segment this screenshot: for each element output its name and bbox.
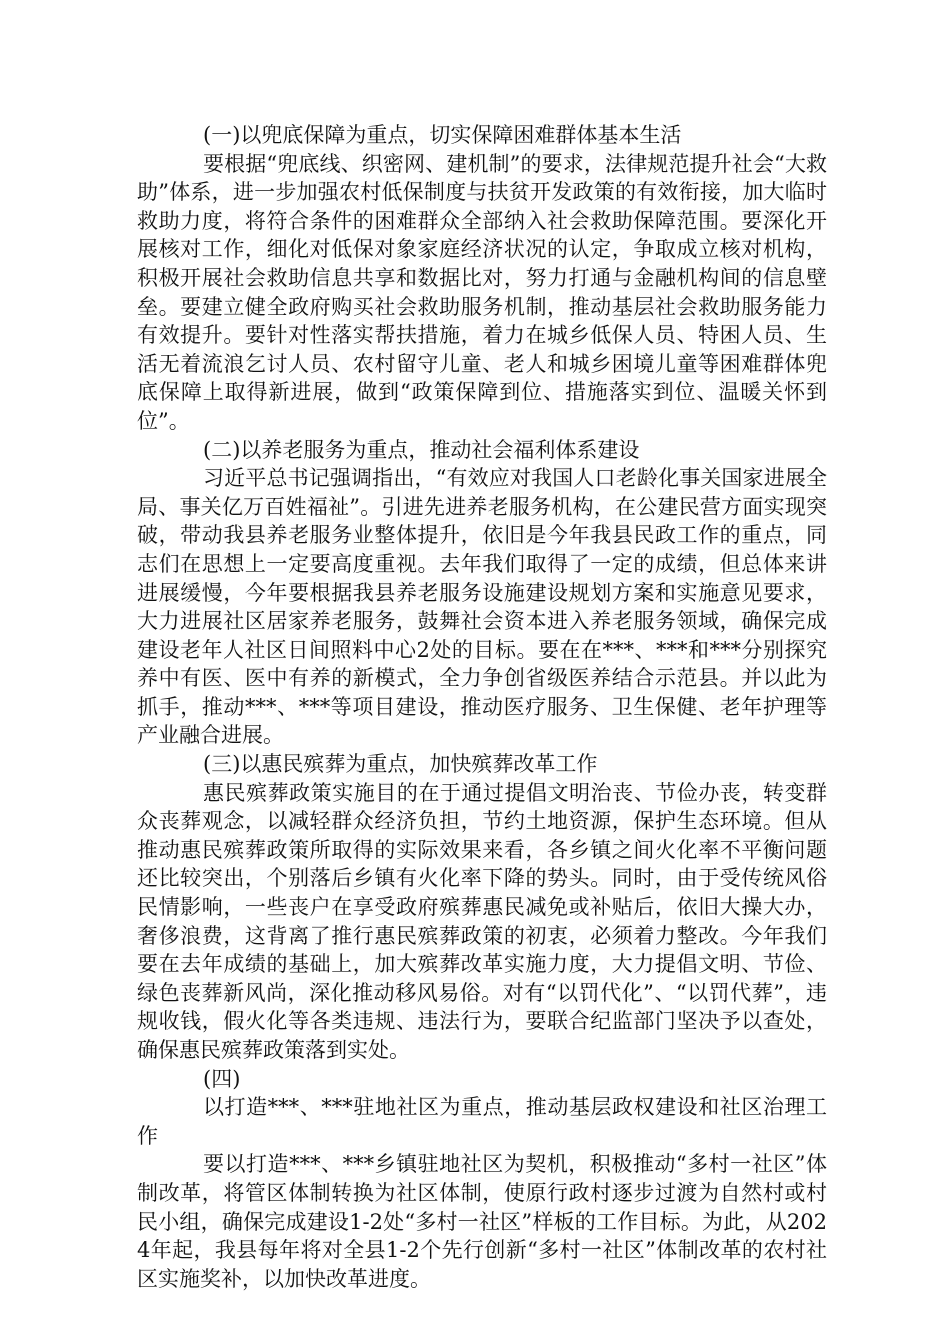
document-body <box>137 121 827 1293</box>
section-paragraph-3: 惠民殡葬政策实施目的在于通过提倡文明治丧、节俭办丧，转变群众丧葬观念，以减轻群众经济负担，节约土地资源，保护生态环境。但从推动惠民殡葬政策所取得的实际效果来看，各乡镇之间火化率不平衡问题还比较突出，个别落后乡镇有火化率下降的势头。同时，由于受传统风俗民情影响，一些丧户在享受政府殡葬惠民减免或补贴后，依旧大操大办，奢侈浪费，这背离了推行惠民殡葬政策的初衷，必须着力整改。今年我们要在去年成绩的基础上，加大殡葬改革实施力度，大力提倡文明、节俭、绿色丧葬新风尚，深化推动移风易俗。对有“以罚代化”、“以罚代葬”，违规收钱，假火化等各类违规、违法行为，要联合纪监部门坚决予以查处，确保惠民殡葬政策落到实处。 <box>137 780 827 1062</box>
section-heading-1: (一)以兜底保障为重点，切实保障困难群体基本生活 <box>203 123 682 147</box>
section-heading-4-title: 以打造***、***驻地社区为重点，推动基层政权建设和社区治理工作 <box>137 1095 827 1148</box>
section-heading-2: (二)以养老服务为重点，推动社会福利体系建设 <box>203 437 640 462</box>
section-paragraph-1: 要根据“兜底线、织密网、建机制”的要求，法律规范提升社会“大救助”体系，进一步加强农村低保制度与扶贫开发政策的有效衔接，加大临时救助力度，将符合条件的困难群众全部纳入社会救助保障范围。要深化开展核对工作，细化对低保对象家庭经济状况的认定，争取成立核对机构，积极开展社会救助信息共享和数据比对，努力打通与金融机构间的信息壁垒。要建立健全政府购买社会救助服务机制，推动基层社会救助服务能力有效提升。要针对性落实帮扶措施，着力在城乡低保人员、特困人员、生活无着流浪乞讨人员、农村留守儿童、老人和城乡困境儿童等困难群体兜底保障上取得新进展，做到“政策保障到位、措施落实到位、温暖关怀到位”。 <box>137 151 827 433</box>
section-paragraph-2: 习近平总书记强调指出，“有效应对我国人口老龄化事关国家进展全局、事关亿万百姓福祉”。引进先进养老服务机构，在公建民营方面实现突破，带动我县养老服务业整体提升，依旧是今年我县民政工作的重点，同志们在思想上一定要高度重视。去年我们取得了一定的成绩，但总体来讲进展缓慢，今年要根据我县养老服务设施建设规划方案和实施意见要求，大力进展社区居家养老服务，鼓舞社会资本进入养老服务领域，确保完成建设老年人社区日间照料中心2处的目标。要在在***、***和***分别探究养中有医、医中有养的新模式，全力争创省级医养结合示范县。并以此为抓手，推动***、***等项目建设，推动医疗服务、卫生保健、老年护理等产业融合进展。 <box>137 466 827 748</box>
section-heading-4: (四) <box>203 1066 241 1091</box>
section-paragraph-4: 要以打造***、***乡镇驻地社区为契机，积极推动“多村一社区”体制改革，将管区体制转换为社区体制，使原行政村逐步过渡为自然村或村民小组，确保完成建设1-2处“多村一社区”样板的工作目标。为此，从2024年起，我县每年将对全县1-2个先行创新“多村一社区”体制改革的农村社区实施奖补，以加快改革进度。 <box>137 1152 827 1291</box>
section-heading-3: (三)以惠民殡葬为重点，加快殡葬改革工作 <box>203 752 598 777</box>
